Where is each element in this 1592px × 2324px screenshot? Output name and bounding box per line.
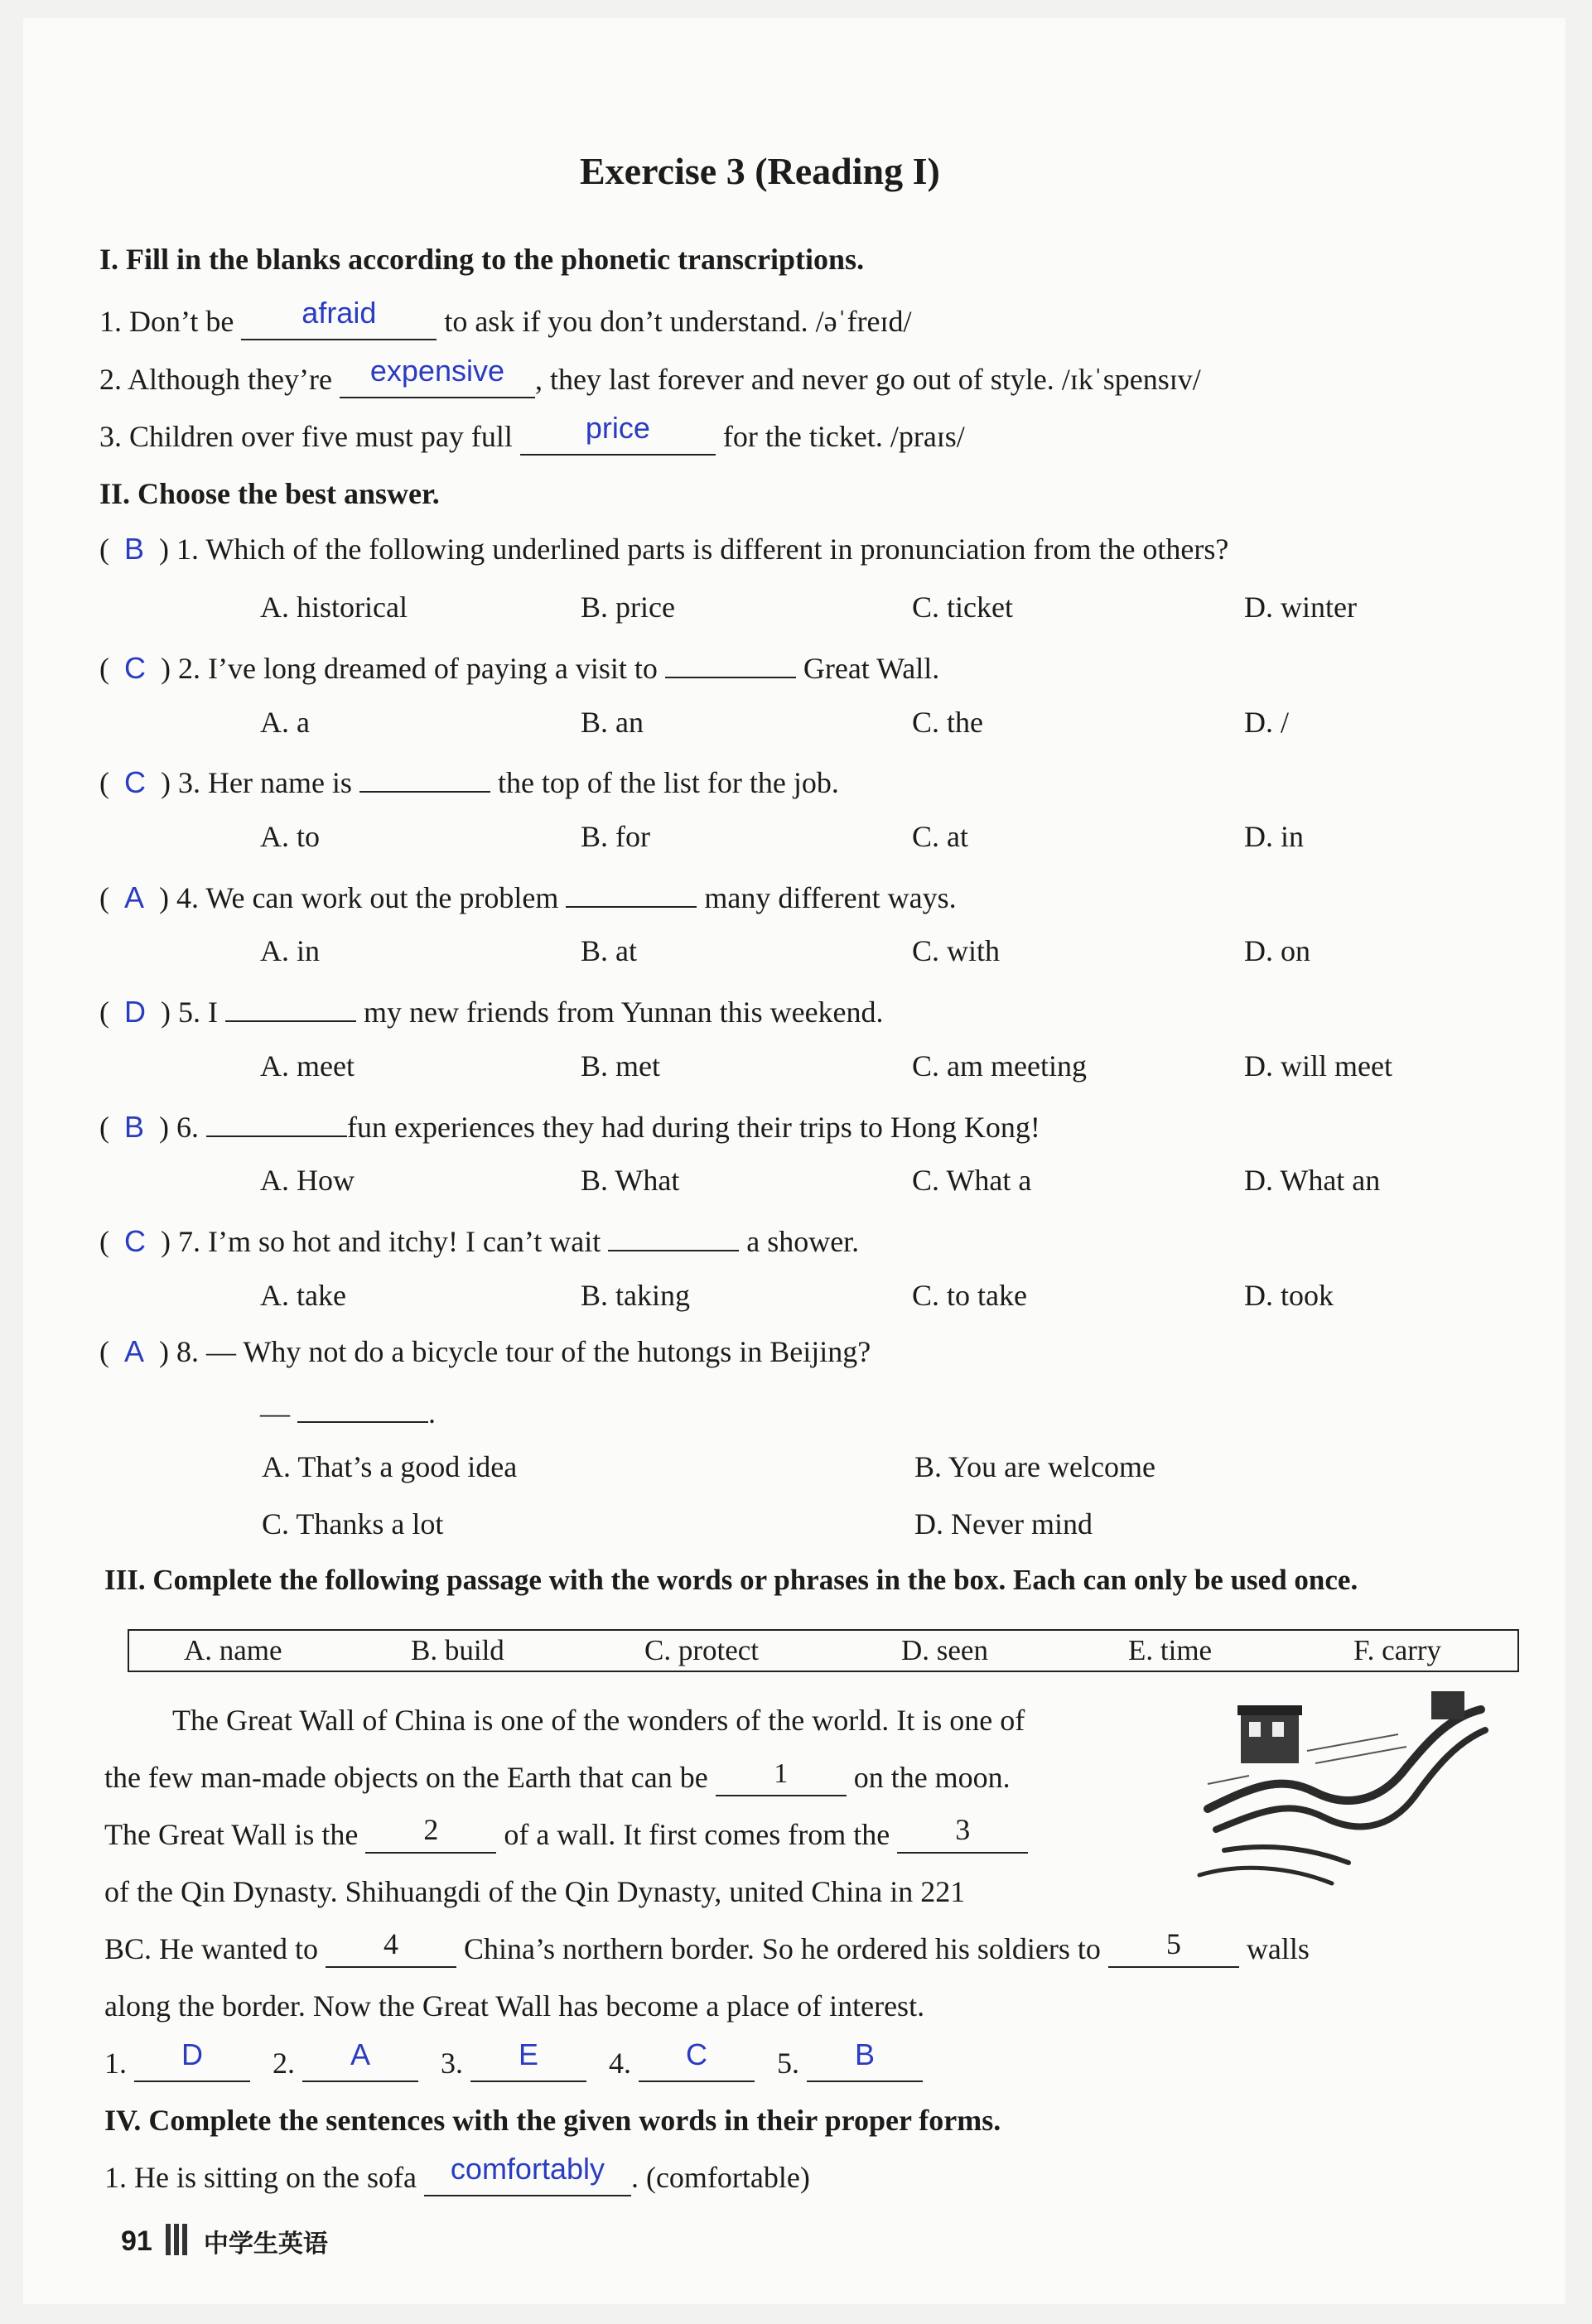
passage-blank [897,1813,1028,1854]
option-b: B. taking [581,1279,690,1312]
page-title: Exercise 3 (Reading I) [580,150,940,192]
blank-line [566,876,697,908]
answer-blank[interactable] [302,2037,418,2082]
answer-row [104,2037,923,2082]
handwritten-answer: afraid [302,296,377,330]
section-1-heading: I. Fill in the blanks according to the phonetic transcriptions. [99,243,865,276]
answer-blank[interactable] [424,2152,631,2196]
blank-line [225,991,356,1022]
blank-number: 4 [383,1927,398,1960]
question-4: ( A ) 4. We can work out the problem many different ways. [99,876,957,915]
question-number: 8. [176,1335,200,1368]
great-wall-illustration [1191,1685,1498,1892]
question-number: 2. [178,652,200,685]
option-d: D. will meet [1244,1049,1392,1082]
blank-number: 1 [774,1758,789,1789]
question-number: 1. [176,533,200,566]
option-b: B. at [581,934,637,967]
passage-text: of a wall. It first comes from the [504,1818,890,1851]
question-1: ( B ) 1. Which of the following underlined parts is different in pronunciation from the others? [99,532,1229,566]
passage-text: China’s northern border. So he ordered his soldiers to [463,1932,1101,1965]
choice-answer: C [124,651,146,685]
option-c: C. What a [912,1164,1032,1197]
item-text: . (comfortable) [630,2161,810,2194]
page-footer [121,2223,328,2259]
choice-answer: C [124,765,146,799]
word-option: D. seen [901,1634,988,1666]
handwritten-answer: E [518,2037,538,2071]
answer-blank[interactable] [470,2037,586,2082]
option-a: A. meet [260,1049,355,1082]
option-b: B. What [581,1164,680,1197]
option-c: C. the [912,706,983,739]
blank-line [206,1106,347,1137]
option-b: B. an [581,706,644,739]
passage-blank [716,1758,847,1796]
passage-line: along the border. Now the Great Wall has become a place of interest. [104,1989,925,2023]
option-b: B. met [581,1049,660,1082]
question-stem: my new friends from Yunnan this weekend. [364,996,884,1029]
question-stem: a shower. [746,1225,860,1258]
question-2: ( C ) 2. I’ve long dreamed of paying a visit to Great Wall. [99,647,939,686]
passage-text: walls [1246,1932,1310,1965]
item-text: Children over five must pay full [129,420,513,453]
question-3: ( C ) 3. Her name is the top of the list for the job. [99,761,839,800]
item-number: 2. [99,363,122,396]
option-a: A. take [260,1279,346,1312]
option-a: A. to [260,820,320,853]
option-b: B. for [581,820,650,853]
choice-answer: B [124,1110,145,1144]
question-stem: the top of the list for the job. [497,766,839,799]
answer-number: 2. [273,2047,295,2080]
worksheet-page [23,18,1565,2304]
choice-answer: A [124,880,145,914]
passage-line: of the Qin Dynasty. Shihuangdi of the Qin Dynasty, united China in 221 [104,1875,966,1908]
passage-blank [326,1927,456,1968]
word-option: E. time [1128,1634,1213,1666]
option-c: C. with [912,934,1001,967]
blank-line [297,1391,428,1423]
blank-line [665,647,796,678]
item-text: Although they’re [128,363,332,396]
choice-answer: A [124,1334,145,1368]
option-d: D. Never mind [914,1507,1093,1540]
blank-number: 2 [423,1813,439,1846]
handwritten-answer: A [350,2037,370,2071]
passage-text: the few man-made objects on the Earth that can be [104,1761,708,1794]
answer-blank[interactable] [241,296,437,340]
option-c: C. Thanks a lot [262,1507,444,1540]
section-4-heading: IV. Complete the sentences with the given words in their proper forms. [104,2104,1001,2137]
handwritten-answer: C [686,2037,707,2071]
option-c: C. at [912,820,968,853]
question-stem: I’m so hot and itchy! I can’t wait [208,1225,601,1258]
footer-divider [166,2224,191,2259]
item-number: 1. [104,2161,127,2194]
section-2-heading: II. Choose the best answer. [99,477,440,510]
question-stem: Great Wall. [803,652,940,685]
question-6: ( B ) 6. fun experiences they had during their trips to Hong Kong! [99,1106,1040,1145]
question-stem: Which of the following underlined parts is different in pronunciation from the others? [205,533,1229,566]
question-stem: I [208,996,218,1029]
fill-item-3 [99,411,965,456]
question-stem: We can work out the problem [205,881,559,914]
option-a: A. a [260,706,310,739]
option-d: D. What an [1244,1164,1381,1197]
handwritten-answer: price [585,411,650,445]
fill-item-1 [99,296,912,340]
blank-number: 3 [955,1813,971,1846]
passage-blank [365,1813,496,1854]
option-d: D. / [1244,706,1289,739]
question-stem: — Why not do a bicycle tour of the hutongs in Beijing? [206,1335,871,1368]
answer-number: 4. [609,2047,631,2080]
passage-text: BC. He wanted to [104,1932,318,1965]
word-option: A. name [184,1634,282,1666]
option-a: A. That’s a good idea [262,1450,518,1483]
question-number: 5. [178,996,200,1029]
item-number: 1. [99,305,122,338]
option-c: C. to take [912,1279,1027,1312]
handwritten-answer: expensive [369,354,504,388]
section-3-heading: III. Complete the following passage with the words or phrases in the box. Each can only be used once. [104,1564,1358,1596]
question-number: 6. [176,1111,200,1144]
option-c: C. ticket [912,591,1013,624]
question-7: ( C ) 7. I’m so hot and itchy! I can’t wait a shower. [99,1220,859,1259]
item-text: to ask if you don’t understand. /əˈfreɪd/ [444,305,912,338]
passage-text: The Great Wall is the [104,1818,359,1851]
passage-blank [1108,1927,1239,1968]
word-option: F. carry [1353,1634,1442,1666]
question-number: 4. [176,881,200,914]
handwritten-answer: D [181,2037,203,2071]
passage-line [104,1927,1310,1968]
option-d: D. in [1244,820,1304,853]
form-item-1 [104,2152,810,2196]
question-stem: Her name is [208,766,352,799]
answer-number: 3. [441,2047,463,2080]
option-d: D. winter [1244,591,1357,624]
option-a: A. in [260,934,320,967]
option-a: A. How [260,1164,355,1197]
answer-blank[interactable] [639,2037,755,2082]
answer-blank[interactable] [134,2037,250,2082]
answer-number: 5. [777,2047,799,2080]
book-title: 中学生英语 [203,2230,328,2259]
choice-answer: C [124,1224,146,1258]
question-8-reply: — . [260,1391,436,1430]
option-d: D. took [1244,1279,1334,1312]
passage-text: on the moon. [853,1761,1011,1794]
item-number: 3. [99,420,122,453]
option-a: A. historical [260,591,408,624]
item-text: , they last forever and never go out of style. /ɪkˈspensɪv/ [534,363,1201,396]
handwritten-answer: B [854,2037,875,2071]
choice-answer: B [124,532,145,566]
answer-blank[interactable] [807,2037,923,2082]
blank-number: 5 [1165,1927,1181,1960]
question-number: 3. [178,766,200,799]
word-option: C. protect [644,1634,760,1666]
fill-item-2 [99,354,1201,398]
passage-line: The Great Wall of China is one of the wonders of the world. It is one of [172,1704,1025,1737]
page-number: 91 [121,2225,152,2257]
passage-line [104,1760,1011,1796]
passage-line [104,1813,1028,1854]
option-c: C. am meeting [912,1049,1087,1082]
question-5: ( D ) 5. I my new friends from Yunnan this weekend. [99,991,884,1029]
question-stem: I’ve long dreamed of paying a visit to [208,652,658,685]
question-number: 7. [178,1225,200,1258]
answer-number: 1. [104,2047,127,2080]
option-b: B. price [581,591,675,624]
question-stem: many different ways. [704,881,957,914]
word-option: B. build [411,1634,504,1666]
word-box [128,1629,1519,1672]
answer-blank[interactable] [340,354,535,398]
question-stem: fun experiences they had during their trips to Hong Kong! [347,1111,1040,1144]
option-d: D. on [1244,934,1310,967]
handwritten-answer: comfortably [450,2152,605,2186]
answer-blank[interactable] [520,411,716,456]
question-8: ( A ) 8. — Why not do a bicycle tour of the hutongs in Beijing? [99,1334,871,1368]
item-text: He is sitting on the sofa [134,2161,417,2194]
blank-line [359,761,490,793]
blank-line [608,1220,739,1251]
dash: — [260,1396,290,1430]
item-text: for the ticket. /praɪs/ [722,420,965,453]
choice-answer: D [124,995,146,1029]
item-text: Don’t be [129,305,234,338]
option-b: B. You are welcome [914,1450,1155,1483]
